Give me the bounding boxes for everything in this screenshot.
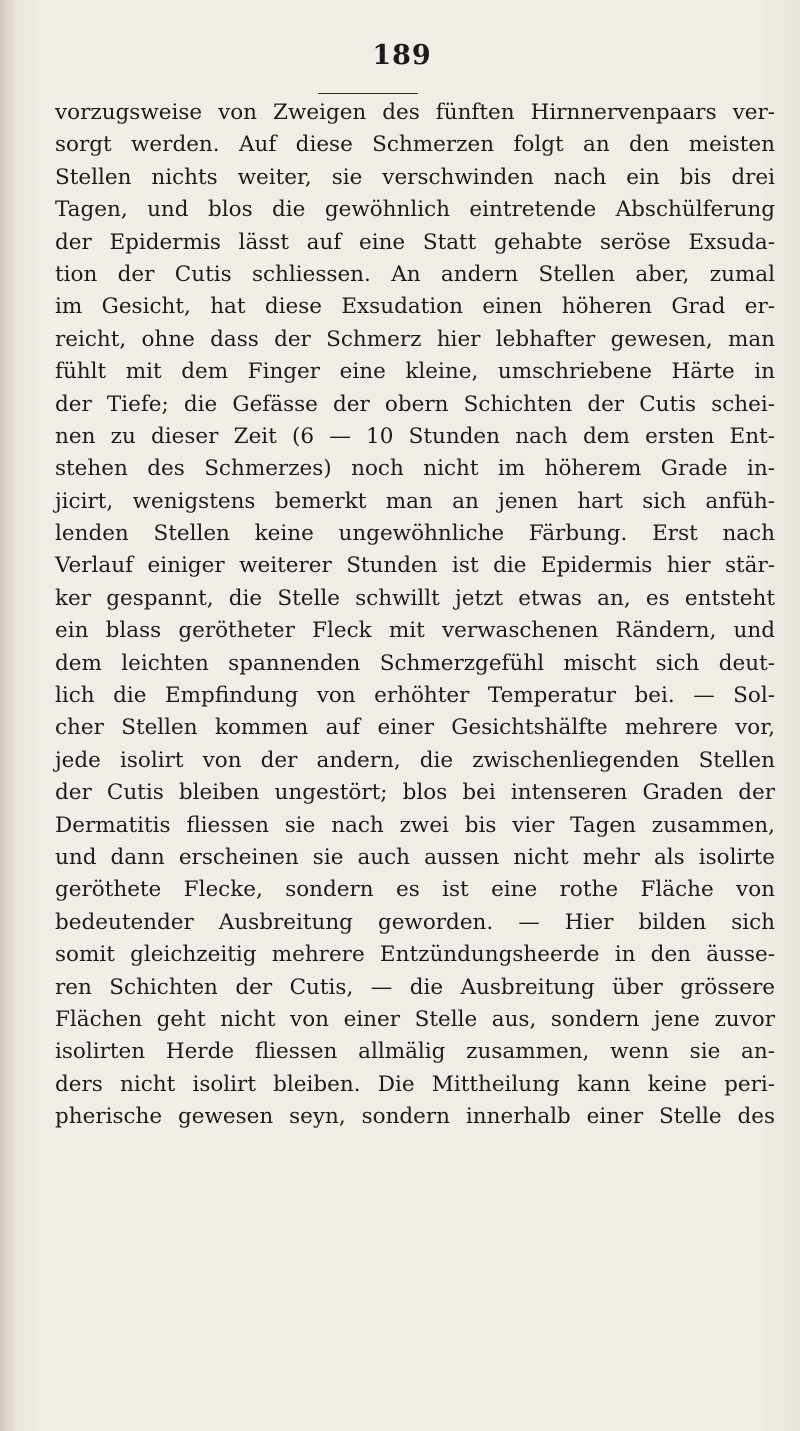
text-line: reicht, ohne dass der Schmerz hier lebhafter gewesen, man <box>55 326 775 352</box>
text-line: der Tiefe; die Gefässe der obern Schichten der Cutis schei- <box>55 391 775 417</box>
text-line: stehen des Schmerzes) noch nicht im höherem Grade in- <box>55 456 775 482</box>
text-line: cher Stellen kommen auf einer Gesichtshälfte mehrere vor, <box>55 715 775 741</box>
text-line: lich die Empfindung von erhöhter Temperatur bei. — Sol- <box>55 683 775 709</box>
text-line: tion der Cutis schliessen. An andern Stellen aber, zumal <box>55 261 775 287</box>
text-line: isolirten Herde fliessen allmälig zusammen, wenn sie an- <box>55 1039 775 1065</box>
text-line: und dann erscheinen sie auch aussen nicht mehr als isolirte <box>55 844 775 870</box>
binding-shadow <box>0 0 14 1431</box>
text-line: Stellen nichts weiter, sie verschwinden nach ein bis drei <box>55 164 775 190</box>
page-number-rule <box>318 93 418 94</box>
text-line: Dermatitis fliessen sie nach zwei bis vier Tagen zusammen, <box>55 812 775 838</box>
text-line: Tagen, und blos die gewöhnlich eintretende Abschülferung <box>55 197 775 223</box>
text-line: nen zu dieser Zeit (6 — 10 Stunden nach dem ersten Ent- <box>55 423 775 449</box>
text-line: somit gleichzeitig mehrere Entzündungsheerde in den äusse- <box>55 942 775 968</box>
text-line: Verlauf einiger weiterer Stunden ist die Epidermis hier stär- <box>55 553 775 579</box>
text-line: dem leichten spannenden Schmerzgefühl mischt sich deut- <box>55 650 775 676</box>
text-line: lenden Stellen keine ungewöhnliche Färbung. Erst nach <box>55 521 775 547</box>
body-text <box>55 97 775 1134</box>
text-line: ker gespannt, die Stelle schwillt jetzt etwas an, es entsteht <box>55 585 775 611</box>
text-line: der Epidermis lässt auf eine Statt gehabte seröse Exsuda- <box>55 229 775 255</box>
text-line: bedeutender Ausbreitung geworden. — Hier bilden sich <box>55 909 775 935</box>
text-line: jicirt, wenigstens bemerkt man an jenen hart sich anfüh- <box>55 488 775 514</box>
text-line: Flächen geht nicht von einer Stelle aus, sondern jene zuvor <box>55 1006 775 1032</box>
text-line: im Gesicht, hat diese Exsudation einen höheren Grad er- <box>55 294 775 320</box>
text-line: vorzugsweise von Zweigen des fünften Hirnnervenpaars ver- <box>55 100 775 125</box>
text-line: geröthete Flecke, sondern es ist eine rothe Fläche von <box>55 877 775 903</box>
text-line: ein blass gerötheter Fleck mit verwaschenen Rändern, und <box>55 618 775 644</box>
text-line: ders nicht isolirt bleiben. Die Mittheilung kann keine peri- <box>55 1071 775 1097</box>
text-line: pherische gewesen seyn, sondern innerhalb einer Stelle des <box>55 1104 775 1130</box>
text-line: sorgt werden. Auf diese Schmerzen folgt an den meisten <box>55 132 775 158</box>
text-line: ren Schichten der Cutis, — die Ausbreitung über grössere <box>55 974 775 1000</box>
page-number: 189 <box>372 40 432 71</box>
text-line: fühlt mit dem Finger eine kleine, umschriebene Härte in <box>55 359 775 385</box>
text-line: der Cutis bleiben ungestört; blos bei intenseren Graden der <box>55 780 775 806</box>
text-line: jede isolirt von der andern, die zwischenliegenden Stellen <box>55 747 775 773</box>
